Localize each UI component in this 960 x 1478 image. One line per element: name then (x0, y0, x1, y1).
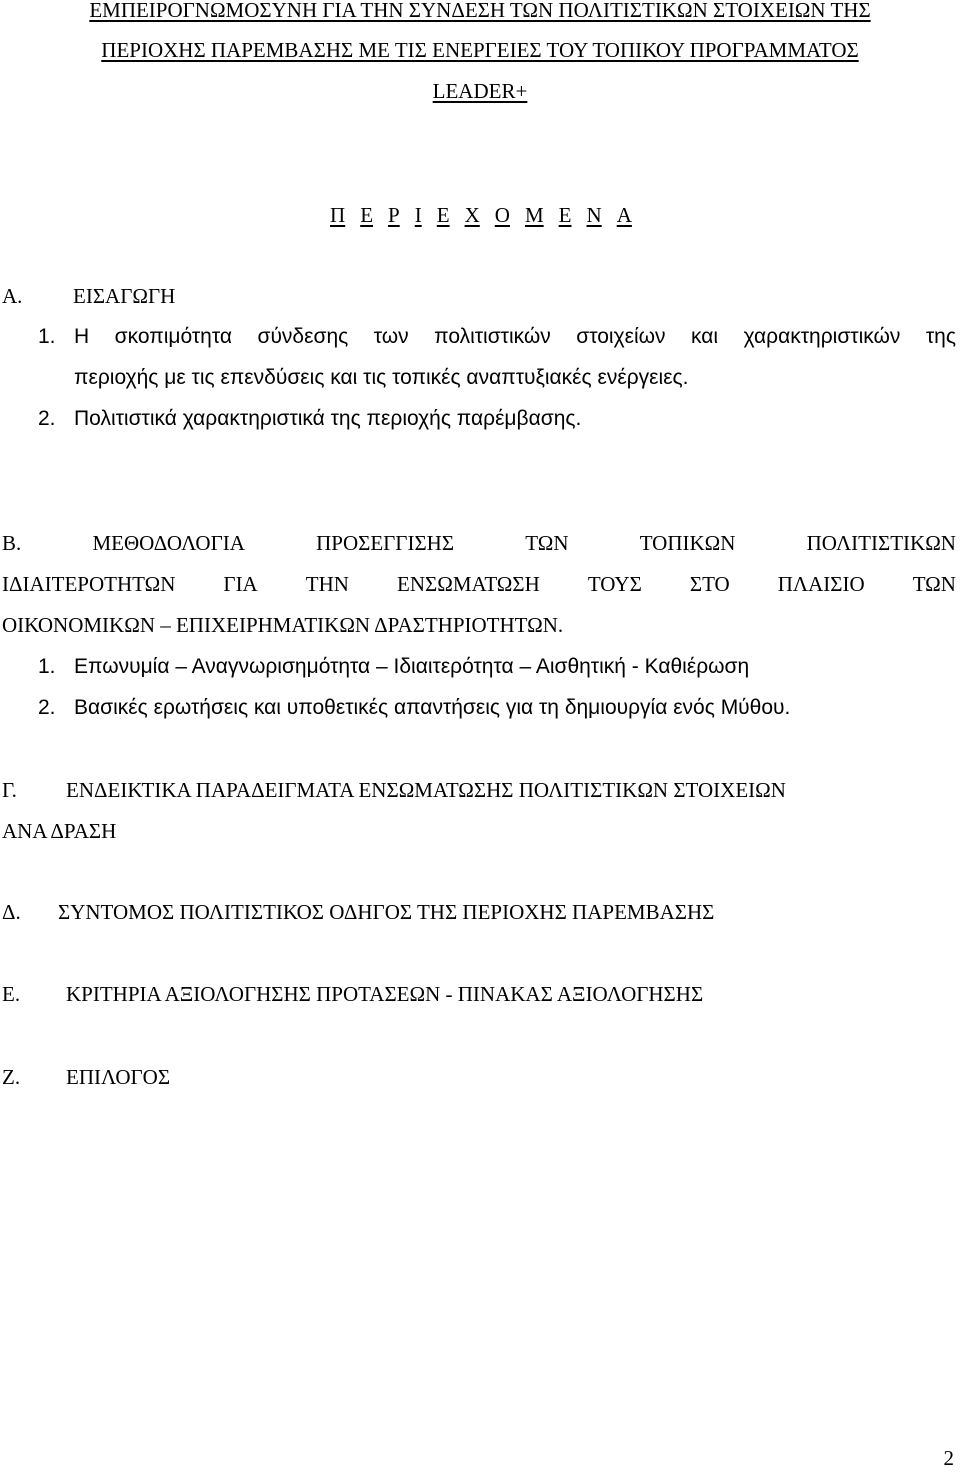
section-e-letter: Ε. (2, 982, 21, 1006)
word: ΣΤΟ (689, 572, 730, 596)
section-c-letter: Γ. (2, 778, 17, 802)
title-line-2: ΠΕΡΙΟΧΗΣ ΠΑΡΕΜΒΑΣΗΣ ΜΕ ΤΙΣ ΕΝΕΡΓΕΙΕΣ ΤΟΥ ΤΟΠΙΚΟΥ ΠΡΟΓΡΑΜΜΑΤΟΣ (101, 38, 859, 62)
section-c-title: ΕΝΔΕΙΚΤΙΚΑ ΠΑΡΑΔΕΙΓΜΑΤΑ ΕΝΣΩΜΑΤΩΣΗΣ ΠΟΛΙΤΙΣΤΙΚΩΝ ΣΤΟΙΧΕΙΩΝ (66, 778, 786, 802)
word: Β. (2, 531, 22, 555)
word: ΠΡΟΣΕΓΓΙΣΗΣ (316, 531, 455, 555)
word: και (691, 325, 719, 348)
word: σύνδεσης (257, 325, 349, 348)
word: ΤΗΝ (305, 572, 349, 596)
section-d-title: ΣΥΝΤΟΜΟΣ ΠΟΛΙΤΙΣΤΙΚΟΣ ΟΔΗΓΟΣ ΤΗΣ ΠΕΡΙΟΧΗΣ ΠΑΡΕΜΒΑΣΗΣ (58, 900, 715, 924)
section-d-letter: Δ. (2, 900, 21, 924)
page-number: 2 (943, 1446, 954, 1470)
section-c-title-line-2: ΑΝΑ ΔΡΑΣΗ (2, 819, 117, 843)
toc-letter: Π (330, 203, 346, 227)
section-b-item-2-text: Βασικές ερωτήσεις και υποθετικές απαντήσεις για τη δημιουργία ενός Μύθου. (74, 696, 791, 719)
section-a-title: ΕΙΣΑΓΩΓΗ (73, 284, 176, 308)
toc-letter: Ε (558, 203, 572, 227)
word: ΤΟΠΙΚΩΝ (639, 531, 736, 555)
word: χαρακτηριστικών (743, 325, 901, 348)
word: ΤΩΝ (525, 531, 569, 555)
word: ΓΙΑ (223, 572, 258, 596)
toc-heading (330, 205, 632, 226)
section-a-item-1-line-1 (74, 326, 956, 347)
title-line-1: ΕΜΠΕΙΡΟΓΝΩΜΟΣΥΝΗ ΓΙΑ ΤΗΝ ΣΥΝΔΕΣΗ ΤΩΝ ΠΟΛΙΤΙΣΤΙΚΩΝ ΣΤΟΙΧΕΙΩΝ ΤΗΣ (89, 0, 871, 22)
section-a-item-2-text: Πολιτιστικά χαρακτηριστικά της περιοχής παρέμβασης. (74, 407, 582, 430)
toc-letter: Ο (494, 203, 510, 227)
section-z-title: ΕΠΙΛΟΓΟΣ (66, 1065, 171, 1089)
toc-letter: Ι (414, 203, 422, 227)
word: Η (74, 325, 90, 348)
section-a-item-1-number: 1. (38, 325, 56, 348)
word: ΕΝΣΩΜΑΤΩΣΗ (397, 572, 540, 596)
word: των (373, 325, 409, 348)
section-a-item-2-number: 2. (38, 407, 56, 430)
word: ΤΟΥΣ (587, 572, 642, 596)
section-b-title-line-1 (2, 533, 956, 554)
toc-letter: Χ (464, 203, 480, 227)
word: στοιχείων (576, 325, 666, 348)
word: ΠΛΑΙΣΙΟ (777, 572, 865, 596)
section-a-letter: Α. (2, 284, 23, 308)
word: ΠΟΛΙΤΙΣΤΙΚΩΝ (806, 531, 956, 555)
section-a-item-1-line-2: περιοχής με τις επενδύσεις και τις τοπικές αναπτυξιακές ενέργειες. (74, 366, 689, 389)
word: ΤΩΝ (912, 572, 956, 596)
section-z-letter: Ζ. (2, 1065, 21, 1089)
word: της (925, 325, 956, 348)
section-b-item-2-number: 2. (38, 696, 56, 719)
section-b-item-1-number: 1. (38, 655, 56, 678)
toc-letter: Ε (436, 203, 450, 227)
word: πολιτιστικών (434, 325, 551, 348)
title-line-3: LEADER+ (432, 79, 528, 103)
toc-letter: Ρ (388, 203, 400, 227)
word: ΙΔΙΑΙΤΕΡΟΤΗΤΩΝ (2, 572, 176, 596)
toc-letter: Ε (360, 203, 374, 227)
word: σκοπιμότητα (114, 325, 232, 348)
section-e-title: ΚΡΙΤΗΡΙΑ ΑΞΙΟΛΟΓΗΣΗΣ ΠΡΟΤΑΣΕΩΝ - ΠΙΝΑΚΑΣ ΑΞΙΟΛΟΓΗΣΗΣ (66, 982, 704, 1006)
section-b-title-line-2 (2, 574, 956, 595)
toc-letter: Μ (524, 203, 544, 227)
section-b-item-1-text: Επωνυμία – Αναγνωρισημότητα – Ιδιαιτερότητα – Αισθητική - Καθιέρωση (74, 655, 750, 678)
section-b-title-line-3: ΟΙΚΟΝΟΜΙΚΩΝ – ΕΠΙΧΕΙΡΗΜΑΤΙΚΩΝ ΔΡΑΣΤΗΡΙΟΤΗΤΩΝ. (2, 613, 564, 637)
word: ΜΕΘΟΔΟΛΟΓΙΑ (92, 531, 245, 555)
toc-letter: Ν (586, 203, 602, 227)
toc-letter: Α (616, 203, 632, 227)
